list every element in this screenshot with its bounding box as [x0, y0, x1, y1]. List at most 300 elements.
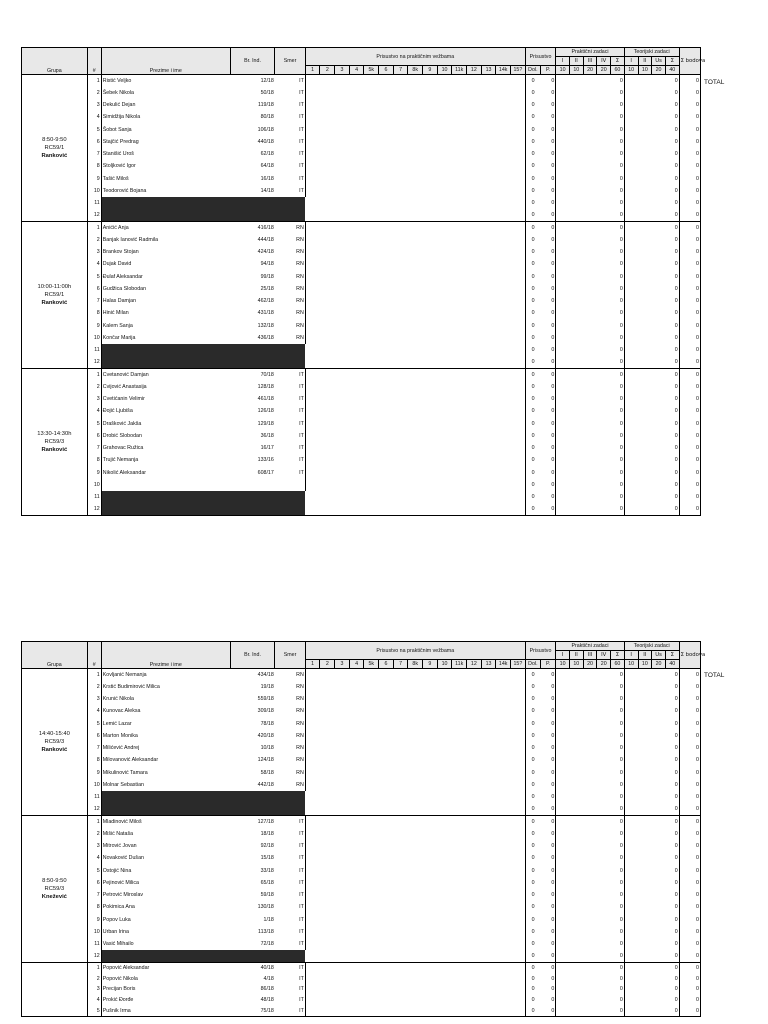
teo-score: [624, 995, 638, 1006]
teo-score: [652, 973, 666, 984]
student-smer: IT: [275, 430, 305, 442]
prak-score: [583, 307, 597, 319]
student-number: 5: [87, 718, 101, 730]
prak-score: [597, 332, 611, 344]
teo-score: [652, 454, 666, 466]
student-id: 113/18: [258, 928, 274, 935]
student-number: 10: [87, 185, 101, 197]
prak-sum: 0: [611, 754, 625, 766]
total-sum: 0: [679, 705, 700, 717]
attendance-cells: [305, 973, 525, 984]
prak-score: [583, 816, 597, 828]
student-number: 10: [87, 779, 101, 791]
teo-score: [652, 381, 666, 393]
prak-sum: 0: [611, 816, 625, 828]
col-prak-IV: IV: [597, 57, 611, 66]
student-id: 442/18: [257, 781, 274, 788]
teo-score: [652, 730, 666, 742]
student-smer: IT: [275, 173, 305, 185]
prak-score: [597, 730, 611, 742]
student-number: 1: [87, 963, 101, 974]
col-name: Prezime i ime: [101, 48, 230, 75]
col-week: 12: [467, 66, 482, 75]
prak-score: [597, 99, 611, 111]
student-number: 10: [87, 479, 101, 491]
col-prak-I: I: [556, 651, 570, 660]
teo-sum: 0: [665, 356, 679, 368]
prak-score: [597, 222, 611, 234]
student-id: 19/18: [260, 683, 274, 690]
prak-score: [556, 816, 570, 828]
teo-score: [624, 926, 638, 938]
student-number: 11: [87, 938, 101, 950]
prak-sum: 0: [611, 995, 625, 1006]
prisustvo-dol: 0: [525, 209, 540, 221]
col-week: 13: [481, 660, 496, 669]
teo-score: [624, 295, 638, 307]
col-week: 5k: [364, 660, 379, 669]
total-sum: 0: [679, 320, 700, 332]
student-id: 15/18: [260, 855, 274, 862]
attendance-cells: [305, 136, 525, 148]
student-name: Marton Monika: [101, 730, 230, 742]
student-number: 1: [87, 369, 101, 381]
teo-score: [624, 1006, 638, 1017]
teo-score: [652, 901, 666, 913]
student-number: 9: [87, 914, 101, 926]
prak-score: [583, 405, 597, 417]
prak-score: [597, 173, 611, 185]
total-sum: 0: [679, 865, 700, 877]
prak-score: [556, 393, 570, 405]
teo-score: [624, 283, 638, 295]
group-cell: [22, 369, 88, 516]
student-number: 4: [87, 995, 101, 1006]
student-number: 8: [87, 160, 101, 172]
grade-sheet-1: [21, 47, 706, 516]
prisustvo-p: 0: [541, 124, 556, 136]
attendance-cells: [305, 995, 525, 1006]
total-sum: 0: [679, 779, 700, 791]
student-name: Prokić Đorđe: [101, 995, 230, 1006]
prak-sum: 0: [611, 99, 625, 111]
prak-score: [569, 454, 583, 466]
student-row: [22, 828, 701, 840]
prak-score: [569, 791, 583, 803]
col-teorijski: Teorijski zadaci: [624, 48, 679, 57]
student-id: 424/18: [257, 249, 274, 256]
col-teo-Us: Us: [652, 57, 666, 66]
teo-sum: 0: [665, 295, 679, 307]
teo-score: [624, 369, 638, 381]
col-dol: Dol.: [525, 660, 540, 669]
teo-score: [652, 803, 666, 815]
student-number: 3: [87, 393, 101, 405]
student-smer: RN: [275, 669, 305, 681]
student-smer: [275, 479, 305, 491]
prak-sum: 0: [611, 222, 625, 234]
teo-sum: 0: [665, 852, 679, 864]
prak-score: [556, 75, 570, 87]
group-cell: [22, 963, 88, 1017]
prak-score: [569, 479, 583, 491]
prak-score: [569, 803, 583, 815]
student-smer: RN: [275, 258, 305, 270]
col-week: 6: [379, 660, 394, 669]
prisustvo-dol: 0: [531, 696, 535, 703]
student-number: 11: [87, 344, 101, 356]
student-row: [22, 430, 701, 442]
total-sum: 0: [679, 491, 700, 503]
teo-score: [638, 840, 652, 852]
prak-sum: 0: [611, 877, 625, 889]
student-number: 9: [87, 320, 101, 332]
student-row: [22, 99, 701, 111]
teo-sum: 0: [665, 791, 679, 803]
col-p: P.: [541, 660, 556, 669]
teo-sum: 0: [665, 914, 679, 926]
teo-score: [652, 950, 666, 962]
student-smer: RN: [275, 742, 305, 754]
prak-sum: 0: [611, 926, 625, 938]
teo-score: [638, 865, 652, 877]
teo-sum: 0: [665, 973, 679, 984]
prisustvo-dol: 0: [525, 503, 540, 515]
prisustvo-dol: 0: [531, 855, 535, 862]
col-week: 10: [437, 66, 452, 75]
attendance-cells: [305, 803, 525, 815]
student-smer: IT: [275, 1006, 305, 1017]
teo-score: [624, 430, 638, 442]
teo-score: [624, 828, 638, 840]
student-smer: RN: [275, 705, 305, 717]
teo-score: [652, 914, 666, 926]
student-number: 7: [87, 442, 101, 454]
prak-score: [597, 767, 611, 779]
prak-sum: 0: [611, 344, 625, 356]
teo-score: [638, 418, 652, 430]
prak-score: [569, 307, 583, 319]
prak-score: [597, 369, 611, 381]
prak-score: [597, 356, 611, 368]
prisustvo-p: 0: [541, 320, 556, 332]
student-id: 58/18: [260, 769, 274, 776]
attendance-cells: [305, 865, 525, 877]
teo-score: [624, 344, 638, 356]
prak-score: [569, 442, 583, 454]
prak-score: [597, 1006, 611, 1017]
student-smer: IT: [275, 405, 305, 417]
prak-score: [569, 669, 583, 681]
student-smer: RN: [275, 767, 305, 779]
group-teacher: Ranković: [41, 447, 68, 453]
prak-score: [556, 914, 570, 926]
student-id: 16/18: [260, 175, 274, 182]
attendance-cells: [305, 742, 525, 754]
prisustvo-dol: 0: [531, 794, 535, 801]
teo-score: [638, 320, 652, 332]
teo-score: [624, 963, 638, 974]
prak-sum: 0: [611, 503, 625, 515]
student-row: [22, 344, 701, 356]
prak-score: [556, 295, 570, 307]
prak-sum: 0: [611, 479, 625, 491]
student-smer: RN: [275, 271, 305, 283]
col-week: 14k: [496, 660, 511, 669]
teo-sum: 0: [665, 344, 679, 356]
prak-score: [583, 984, 597, 995]
prak-sum: 0: [611, 889, 625, 901]
col-prak-III: III: [583, 651, 597, 660]
max-points: 40: [665, 66, 679, 75]
prisustvo-p: 0: [541, 246, 556, 258]
student-row: [22, 791, 701, 803]
student-row: [22, 938, 701, 950]
prisustvo-p: 0: [541, 160, 556, 172]
teo-score: [624, 124, 638, 136]
attendance-cells: [305, 754, 525, 766]
prak-score: [556, 491, 570, 503]
student-row: [22, 283, 701, 295]
student-id: 124/18: [257, 757, 274, 764]
prisustvo-p: 0: [541, 1006, 556, 1017]
student-smer: RN: [275, 222, 305, 234]
prisustvo-dol: 0: [525, 950, 540, 962]
student-name: [101, 803, 305, 815]
prisustvo-p: 0: [541, 369, 556, 381]
teo-score: [652, 87, 666, 99]
total-sum: 0: [679, 222, 700, 234]
prisustvo-dol: 0: [531, 322, 535, 329]
teo-sum: 0: [665, 754, 679, 766]
prak-score: [597, 136, 611, 148]
prak-score: [569, 926, 583, 938]
teo-score: [624, 418, 638, 430]
teo-score: [624, 718, 638, 730]
total-sum: 0: [679, 995, 700, 1006]
prak-score: [556, 320, 570, 332]
teo-sum: 0: [665, 87, 679, 99]
student-id: 50/18: [260, 89, 274, 96]
prak-sum: 0: [611, 356, 625, 368]
student-id: 444/18: [257, 236, 274, 243]
prak-score: [597, 877, 611, 889]
attendance-cells: [305, 209, 525, 221]
prak-sum: 0: [611, 828, 625, 840]
student-name: Vasić Mihailo: [101, 938, 230, 950]
teo-score: [652, 418, 666, 430]
prak-score: [583, 1006, 597, 1017]
teo-score: [652, 467, 666, 479]
prak-sum: 0: [611, 779, 625, 791]
student-name: Pokimica Ana: [101, 901, 230, 913]
student-row: [22, 877, 701, 889]
student-number: 11: [87, 491, 101, 503]
prak-score: [597, 984, 611, 995]
prak-score: [569, 984, 583, 995]
student-id: 440/18: [257, 138, 274, 145]
col-week: 15?: [511, 660, 526, 669]
student-number: 9: [87, 767, 101, 779]
teo-score: [652, 718, 666, 730]
prisustvo-p: 0: [541, 705, 556, 717]
student-row: [22, 705, 701, 717]
student-name: Drobić Slobodan: [101, 430, 230, 442]
teo-score: [638, 222, 652, 234]
teo-score: [624, 914, 638, 926]
attendance-cells: [305, 503, 525, 515]
student-number: 2: [87, 87, 101, 99]
prisustvo-dol: 0: [531, 347, 535, 354]
prak-score: [556, 148, 570, 160]
total-sum: 0: [679, 467, 700, 479]
prak-score: [597, 344, 611, 356]
prak-sum: 0: [611, 791, 625, 803]
attendance-cells: [305, 681, 525, 693]
student-number: 3: [87, 693, 101, 705]
teo-score: [638, 754, 652, 766]
student-smer: IT: [275, 124, 305, 136]
student-id: 129/18: [257, 420, 274, 427]
student-number: 3: [87, 840, 101, 852]
col-prakticni: Praktični zadaci: [556, 48, 625, 57]
group-room: RC59/1: [44, 292, 65, 298]
student-row: [22, 984, 701, 995]
prisustvo-p: 0: [541, 405, 556, 417]
prak-sum: 0: [611, 418, 625, 430]
teo-score: [652, 124, 666, 136]
attendance-cells: [305, 222, 525, 234]
attendance-cells: [305, 705, 525, 717]
group-cell: [22, 816, 88, 963]
student-id: 436/18: [257, 334, 274, 341]
prak-score: [569, 99, 583, 111]
prak-score: [569, 828, 583, 840]
prak-score: [569, 344, 583, 356]
prak-sum: 0: [611, 283, 625, 295]
teo-score: [624, 271, 638, 283]
prisustvo-dol: 0: [531, 432, 535, 439]
prak-score: [583, 393, 597, 405]
teo-score: [624, 258, 638, 270]
student-id: 33/18: [260, 867, 274, 874]
student-name: Precijan Boris: [101, 984, 230, 995]
teo-score: [624, 865, 638, 877]
teo-score: [652, 767, 666, 779]
prisustvo-dol: 0: [531, 481, 535, 488]
prak-score: [569, 160, 583, 172]
student-row: [22, 1006, 701, 1017]
prisustvo-dol: 0: [531, 175, 535, 182]
prak-score: [597, 791, 611, 803]
student-number: 7: [87, 889, 101, 901]
student-number: 11: [87, 197, 101, 209]
prak-score: [569, 852, 583, 864]
teo-sum: 0: [665, 926, 679, 938]
student-row: [22, 454, 701, 466]
teo-sum: 0: [665, 503, 679, 515]
teo-sum: 0: [665, 995, 679, 1006]
student-number: 1: [87, 222, 101, 234]
teo-score: [624, 75, 638, 87]
col-name: Prezime i ime: [101, 642, 230, 669]
prak-score: [597, 209, 611, 221]
teo-score: [638, 779, 652, 791]
teo-sum: 0: [665, 148, 679, 160]
teo-sum: 0: [665, 963, 679, 974]
prisustvo-p: 0: [541, 791, 556, 803]
prisustvo-dol: 0: [531, 469, 535, 476]
col-week: 3: [335, 660, 350, 669]
prak-score: [556, 840, 570, 852]
student-number: 11: [87, 791, 101, 803]
prak-score: [583, 669, 597, 681]
attendance-cells: [305, 901, 525, 913]
prisustvo-p: 0: [541, 307, 556, 319]
total-sum: 0: [679, 418, 700, 430]
max-points: 20: [597, 66, 611, 75]
prak-score: [583, 705, 597, 717]
attendance-cells: [305, 963, 525, 974]
prisustvo-p: 0: [541, 283, 556, 295]
prak-score: [569, 320, 583, 332]
teo-sum: 0: [665, 430, 679, 442]
attendance-cells: [305, 234, 525, 246]
teo-score: [638, 1006, 652, 1017]
total-sum: 0: [679, 840, 700, 852]
prak-score: [569, 87, 583, 99]
attendance-cells: [305, 173, 525, 185]
max-points: 10: [624, 660, 638, 669]
prak-sum: 0: [611, 442, 625, 454]
prak-score: [583, 754, 597, 766]
prak-score: [556, 889, 570, 901]
prak-score: [597, 754, 611, 766]
group-cell: [22, 75, 88, 222]
student-id: [230, 479, 275, 491]
prak-sum: 0: [611, 136, 625, 148]
student-number: 5: [87, 124, 101, 136]
prak-score: [569, 693, 583, 705]
prak-score: [556, 356, 570, 368]
student-name: Milićević Andrej: [101, 742, 230, 754]
student-smer: IT: [275, 442, 305, 454]
prisustvo-dol: 0: [531, 916, 535, 923]
student-name: Halas Damjan: [101, 295, 230, 307]
teo-sum: 0: [665, 271, 679, 283]
prak-score: [583, 442, 597, 454]
prak-score: [569, 393, 583, 405]
prak-sum: 0: [611, 209, 625, 221]
teo-score: [652, 111, 666, 123]
teo-score: [652, 160, 666, 172]
teo-sum: 0: [665, 877, 679, 889]
teo-score: [624, 984, 638, 995]
prak-score: [556, 246, 570, 258]
prak-score: [597, 75, 611, 87]
student-number: 5: [87, 1006, 101, 1017]
student-row: [22, 693, 701, 705]
total-sum: 0: [679, 160, 700, 172]
prak-sum: 0: [611, 730, 625, 742]
student-name: Tašić Miloš: [101, 173, 230, 185]
teo-score: [624, 730, 638, 742]
prak-score: [556, 160, 570, 172]
prak-sum: 0: [611, 950, 625, 962]
teo-score: [652, 984, 666, 995]
student-number: 6: [87, 136, 101, 148]
prisustvo-dol: 0: [531, 997, 535, 1004]
